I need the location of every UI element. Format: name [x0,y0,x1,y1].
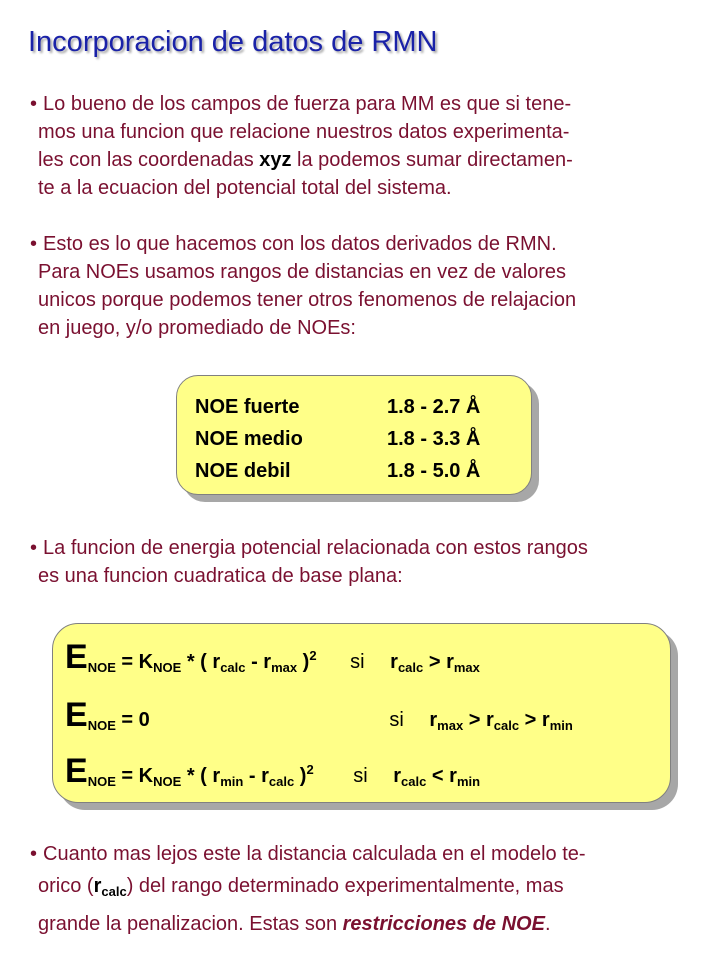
r-symbol: r [449,765,457,787]
r-symbol: r [212,765,221,787]
condition-si: si [350,651,365,673]
square-exponent: 2 [306,762,314,777]
equation-1 [65,638,480,677]
condition-si: si [389,709,404,731]
bullet-1-line-2: mos una funcion que relacione nuestros datos experimenta- [38,121,570,143]
calc-subscript: calc [397,660,424,675]
operator: - [245,651,264,673]
bullet-2-line-2: Para NOEs usamos rangos de distancias en vez de valores [38,261,567,283]
calc-subscript: calc [268,774,295,789]
equals: = [115,765,139,787]
r-symbol: r [446,651,454,673]
energy-symbol: E [65,752,88,790]
noe-label: NOE fuerte [195,396,300,418]
bullet-4-line-2a: orico ( [38,875,94,897]
min-subscript: min [549,718,573,733]
max-subscript: max [437,718,464,733]
noe-range-box [176,375,532,495]
k-symbol: K [138,765,154,787]
r-symbol: r [541,709,550,731]
energy-symbol: E [65,696,88,734]
operator: > [519,709,542,731]
noe-range: 1.8 - 2.7 Å [387,396,481,418]
noe-subscript: NOE [153,774,182,789]
r-symbol: r [261,765,269,787]
equation-3 [65,752,480,791]
bullet-1-line-1: Lo bueno de los campos de fuerza para MM es que si tene- [43,93,572,115]
equals-zero: = 0 [115,709,150,731]
operator: > [423,651,447,673]
noe-subscript: NOE [87,718,116,733]
operator: - [243,765,262,787]
square-exponent: 2 [309,648,317,663]
max-subscript: max [453,660,480,675]
r-symbol: r [390,651,398,673]
bullet-2-line-4: en juego, y/o promediado de NOEs: [38,317,356,339]
bullet-3-line-1: La funcion de energia potencial relacionada con estos rangos [43,537,588,559]
min-subscript: min [456,774,481,789]
condition-si: si [353,765,368,787]
bullet-1 [30,90,700,202]
bullet-3 [30,534,700,590]
bullet-4-line-3a: grande la penalizacion. Estas son [38,913,343,935]
equation-2 [65,696,573,735]
bullet-1-line-3a: les con las coordenadas [38,149,260,171]
operator: > [463,709,486,731]
r-symbol: r [393,765,402,787]
noe-row-debil [195,460,481,483]
noe-subscript: NOE [153,660,182,675]
calc-subscript: calc [493,718,520,733]
bullet-4-line-2c: ) del rango determinado experimentalmente, mas [126,875,564,897]
page-title: Incorporacion de datos de RMN [28,26,438,58]
r-symbol: r [263,651,272,673]
equals: = [115,651,139,673]
calc-subscript: calc [101,884,127,899]
bullet-4-line-3-end: . [544,913,551,935]
k-symbol: K [138,651,154,673]
calc-subscript: calc [220,660,246,675]
r-symbol: r [212,651,221,673]
noe-subscript: NOE [87,660,116,675]
bullet-4 [30,838,700,940]
bullet-dot: • [30,93,38,115]
noe-row-fuerte [195,396,481,419]
operator: ) [294,765,307,787]
operator: * ( [181,765,213,787]
bullet-dot: • [30,537,38,559]
bullet-2-line-3: unicos porque podemos tener otros fenomenos de relajacion [38,289,577,311]
bullet-2-line-1: Esto es lo que hacemos con los datos derivados de RMN. [43,233,557,255]
bullet-3-line-2: es una funcion cuadratica de base plana: [38,565,403,587]
equations-box [52,623,671,803]
r-symbol: r [429,709,438,731]
bullet-4-line-1: Cuanto mas lejos este la distancia calculada en el modelo te- [43,843,586,865]
r-symbol: r [485,709,494,731]
noe-range: 1.8 - 5.0 Å [387,460,481,482]
bullet-2 [30,230,700,342]
bullet-1-line-3c: la podemos sumar directamen- [291,149,573,171]
xyz-term: xyz [259,149,292,171]
operator: < [426,765,450,787]
noe-subscript: NOE [87,774,116,789]
noe-range: 1.8 - 3.3 Å [387,428,481,450]
bullet-dot: • [30,233,38,255]
r-calc-term: r [93,875,102,897]
noe-label: NOE debil [195,460,291,482]
noe-label: NOE medio [195,428,303,450]
operator: ) [297,651,310,673]
max-subscript: max [271,660,298,675]
noe-row-medio [195,428,481,451]
min-subscript: min [220,774,244,789]
noe-restrictions-emphasis: restricciones de NOE [342,913,545,935]
bullet-1-line-4: te a la ecuacion del potencial total del sistema. [38,177,452,199]
bullet-dot: • [30,843,38,865]
operator: * ( [181,651,213,673]
calc-subscript: calc [401,774,427,789]
energy-symbol: E [65,638,88,676]
